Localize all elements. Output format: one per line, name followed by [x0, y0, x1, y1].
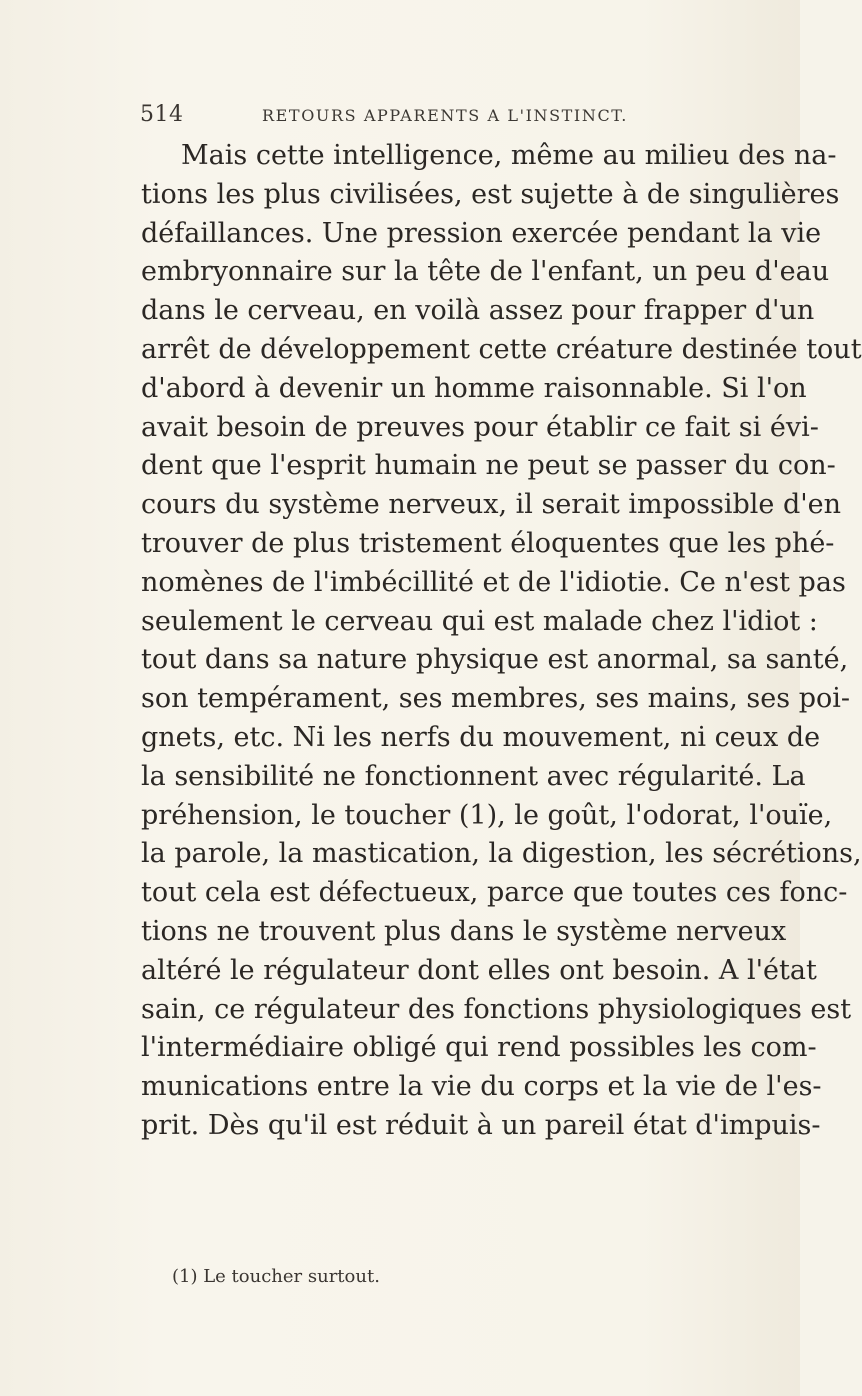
text-line: défaillances. Une pression exercée pendant la vie: [141, 217, 822, 249]
text-line: tout cela est défectueux, parce que toutes ces fonc-: [141, 877, 848, 909]
text-line: la parole, la mastication, la digestion, les sécrétions,: [141, 838, 862, 870]
text-line: trouver de plus tristement éloquentes que les phé-: [141, 527, 835, 559]
text-line: dans le cerveau, en voilà assez pour frapper d'un: [141, 295, 815, 327]
text-line: dent que l'esprit humain ne peut se passer du con-: [141, 450, 836, 482]
text-line: préhension, le toucher (1), le goût, l'odorat, l'ouïe,: [141, 799, 833, 831]
text-line: prit. Dès qu'il est réduit à un pareil état d'impuis-: [141, 1109, 821, 1141]
text-line: nomènes de l'imbécillité et de l'idiotie. Ce n'est pas: [141, 566, 846, 598]
running-head: RETOURS APPARENTS A L'INSTINCT.: [262, 106, 628, 125]
text-line: tout dans sa nature physique est anormal, sa santé,: [141, 644, 849, 676]
text-line: tions les plus civilisées, est sujette à de singulières: [141, 178, 840, 210]
text-line: gnets, etc. Ni les nerfs du mouvement, ni ceux de: [141, 721, 821, 753]
text-line: la sensibilité ne fonctionnent avec régularité. La: [141, 760, 806, 792]
text-line: tions ne trouvent plus dans le système nerveux: [141, 915, 787, 947]
text-line: d'abord à devenir un homme raisonnable. Si l'on: [141, 372, 807, 404]
text-line: altéré le régulateur dont elles ont besoin. A l'état: [141, 954, 817, 986]
text-line: son tempérament, ses membres, ses mains, ses poi-: [141, 683, 851, 715]
page-header: [140, 102, 680, 134]
page-number: 514: [140, 102, 184, 127]
text-line: Mais cette intelligence, même au milieu des na-: [181, 140, 837, 171]
footnote: (1) Le toucher surtout.: [172, 1266, 380, 1287]
body-text: [141, 137, 862, 1146]
text-line: l'intermédiaire obligé qui rend possibles les com-: [141, 1032, 817, 1064]
text-line: embryonnaire sur la tête de l'enfant, un peu d'eau: [141, 256, 830, 288]
text-line: seulement le cerveau qui est malade chez l'idiot :: [141, 605, 818, 637]
text-line: arrêt de développement cette créature destinée tout: [141, 333, 862, 365]
text-line: cours du système nerveux, il serait impossible d'en: [141, 489, 842, 521]
text-line: avait besoin de preuves pour établir ce fait si évi-: [141, 411, 819, 443]
text-line: sain, ce régulateur des fonctions physiologiques est: [141, 993, 852, 1025]
text-line: munications entre la vie du corps et la vie de l'es-: [141, 1071, 822, 1103]
